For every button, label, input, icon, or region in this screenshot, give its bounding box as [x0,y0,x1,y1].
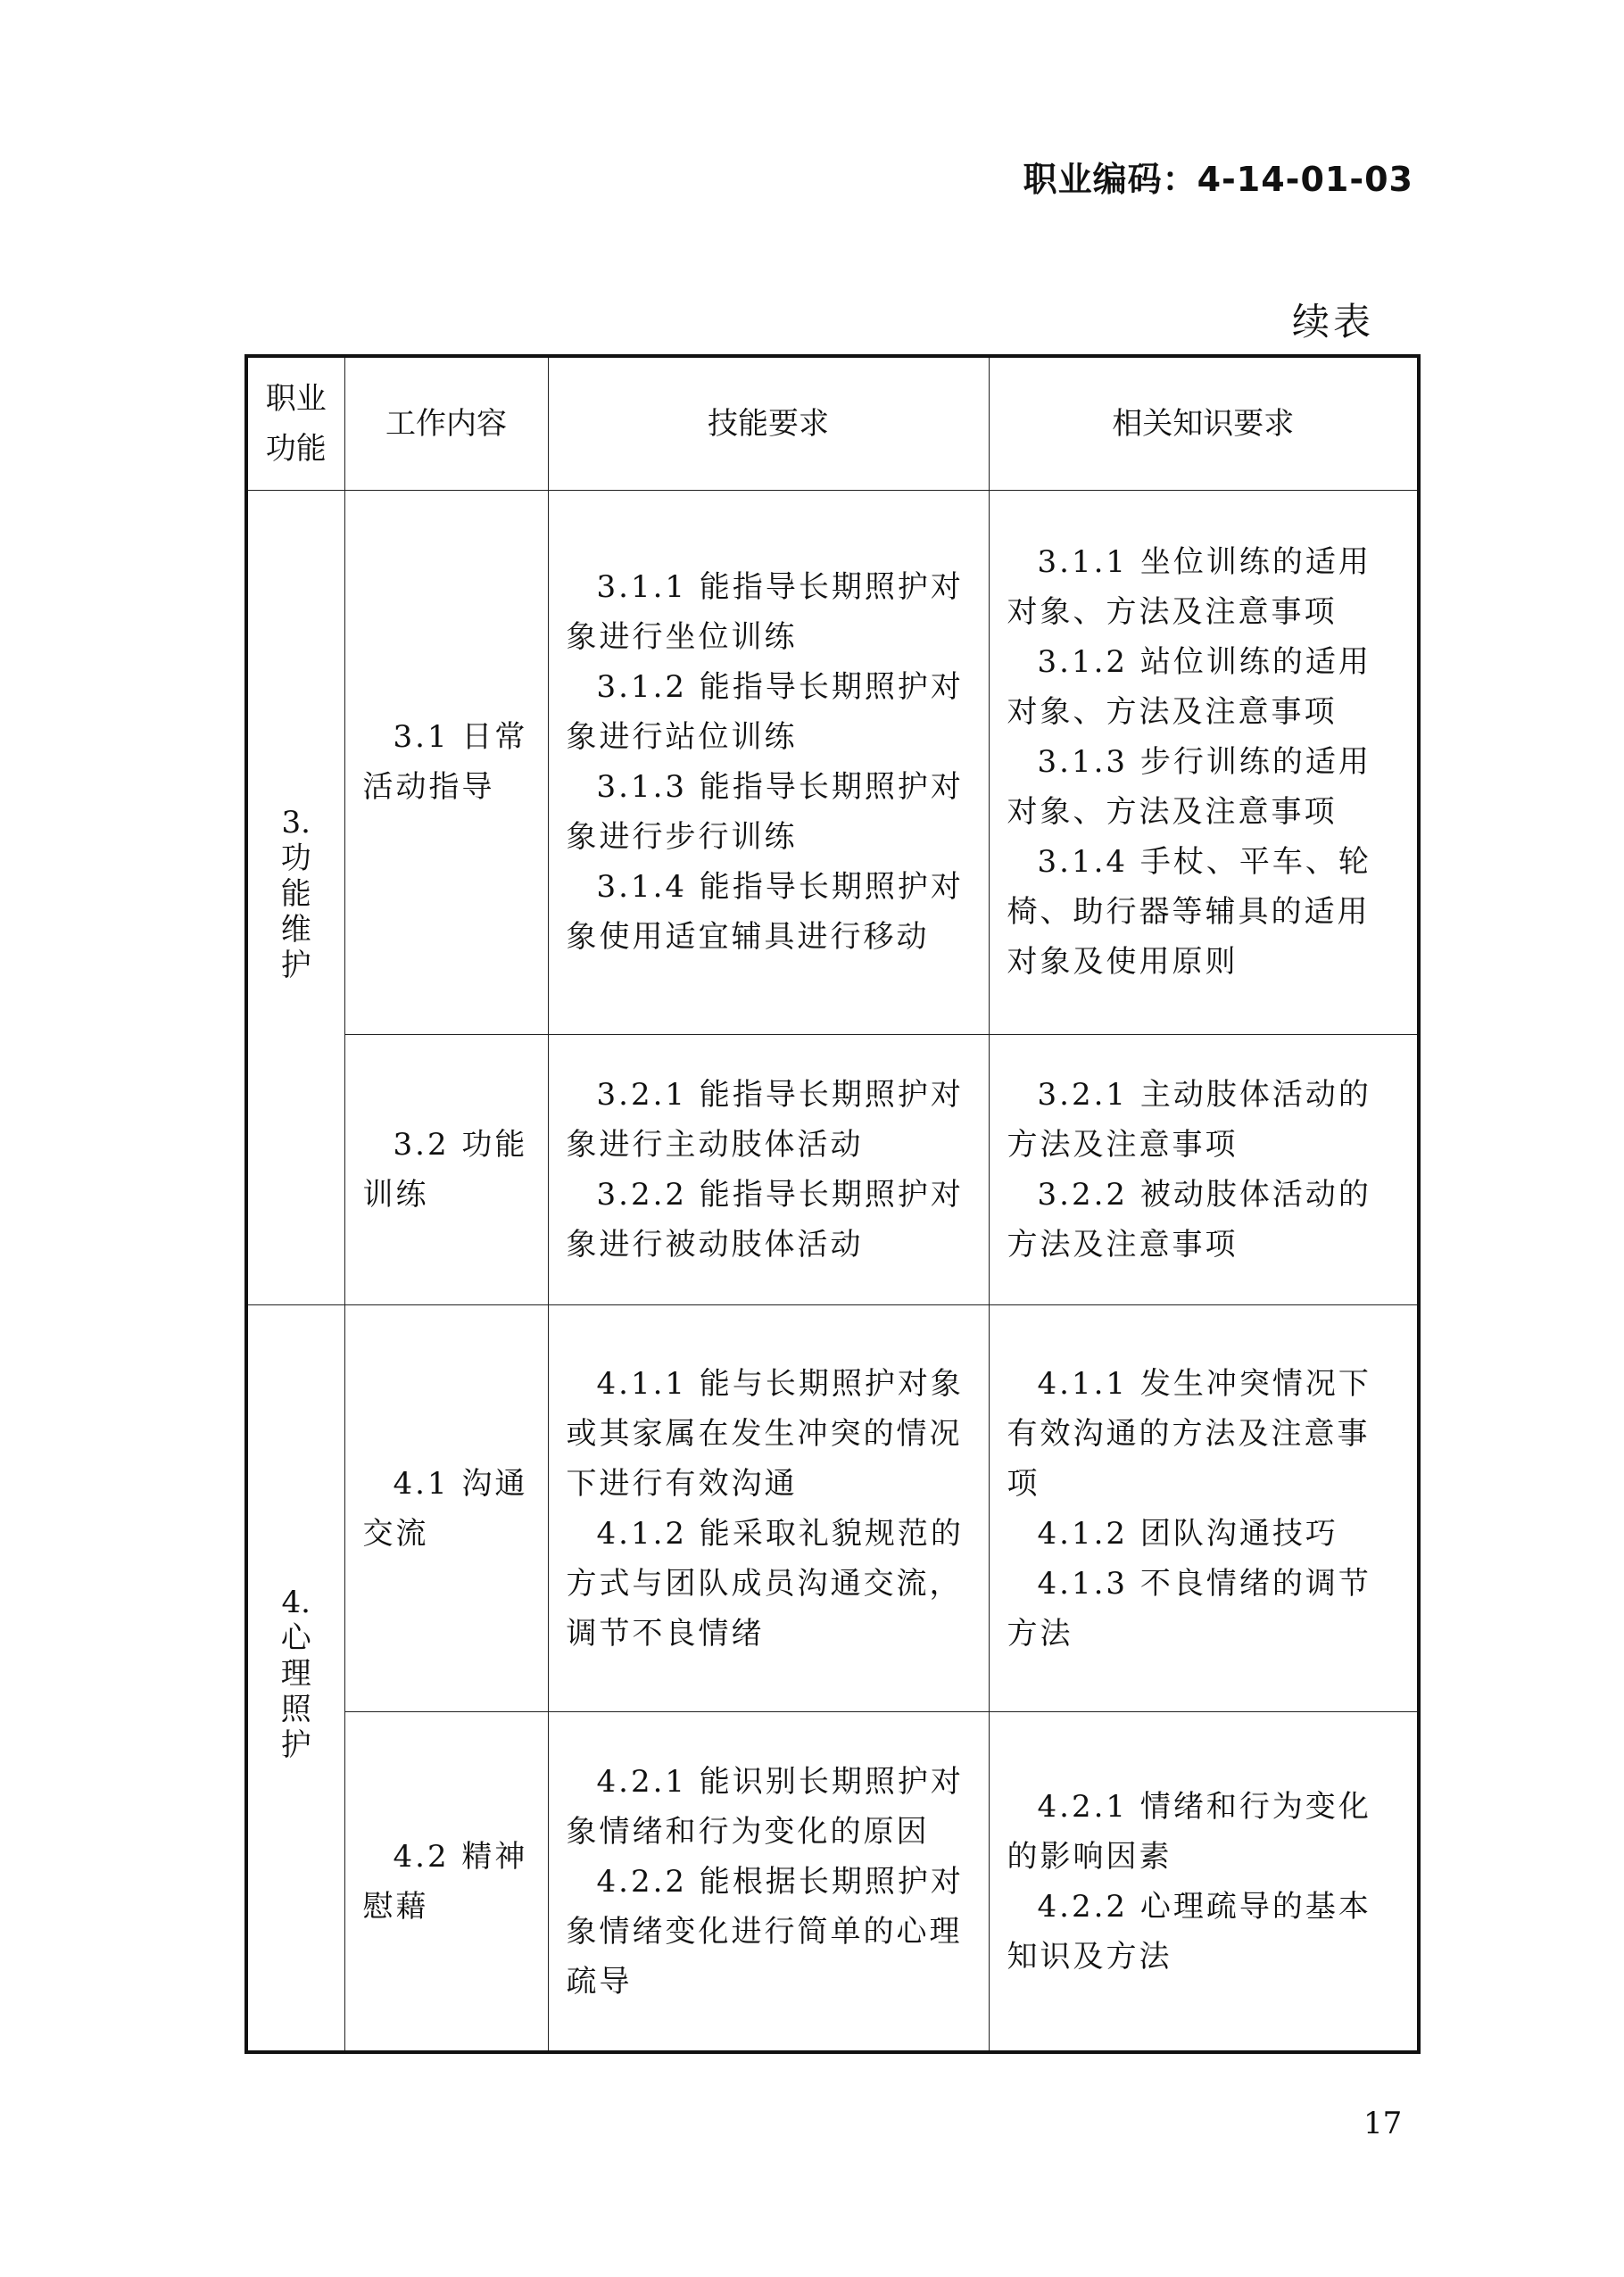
occupation-table [244,354,1421,2054]
skill-cell: 4.2.1 能识别长期照护对象情绪和行为变化的原因 4.2.2 能根据长期照护对象情绪变化进行简单的心理疏导 [548,1712,989,2052]
page-number: 17 [1363,2106,1403,2141]
work-content-cell: 3.1 日常活动指导 [344,490,548,1034]
knowledge-cell: 3.2.1 主动肢体活动的方法及注意事项 3.2.2 被动肢体活动的方法及注意事项 [989,1034,1419,1304]
skill-cell: 4.1.1 能与长期照护对象或其家属在发生冲突的情况下进行有效沟通 4.1.2 能采取礼貌规范的方式与团队成员沟通交流，调节不良情绪 [548,1304,989,1711]
work-content-cell: 4.2 精神慰藉 [344,1712,548,2052]
header-knowledge: 相关知识要求 [989,356,1419,490]
skill-cell: 3.2.1 能指导长期照护对象进行主动肢体活动 3.2.2 能指导长期照护对象进行被动肢体活动 [548,1034,989,1304]
knowledge-cell: 4.1.1 发生冲突情况下有效沟通的方法及注意事项 4.1.2 团队沟通技巧 4.1.3 不良情绪的调节方法 [989,1304,1419,1711]
knowledge-cell: 4.2.1 情绪和行为变化的影响因素 4.2.2 心理疏导的基本知识及方法 [989,1712,1419,2052]
skill-cell: 3.1.1 能指导长期照护对象进行坐位训练 3.1.2 能指导长期照护对象进行站位训练 3.1.3 能指导长期照护对象进行步行训练 3.1.4 能指导长期照护对象使用适宜辅具进行移动 [548,490,989,1034]
work-content-cell: 4.1 沟通交流 [344,1304,548,1711]
function-cell: 4.心理照护 [246,1304,344,2052]
header-skill: 技能要求 [548,356,989,490]
occupation-code: 职业编码：4-14-01-03 [1023,160,1413,199]
table-header-row [246,356,1419,490]
table-row [246,1034,1419,1304]
knowledge-cell: 3.1.1 坐位训练的适用对象、方法及注意事项 3.1.2 站位训练的适用对象、方法及注意事项 3.1.3 步行训练的适用对象、方法及注意事项 3.1.4 手杖、平车、轮椅、助行器等辅具的适用对象及使用原则 [989,490,1419,1034]
table-row [246,1712,1419,2052]
table-row [246,490,1419,1034]
table-row [246,1304,1419,1711]
header-function: 职业功能 [246,356,344,490]
continued-label: 续表 [1291,300,1374,344]
work-content-cell: 3.2 功能训练 [344,1034,548,1304]
header-work: 工作内容 [344,356,548,490]
function-cell: 3.功能维护 [246,490,344,1304]
